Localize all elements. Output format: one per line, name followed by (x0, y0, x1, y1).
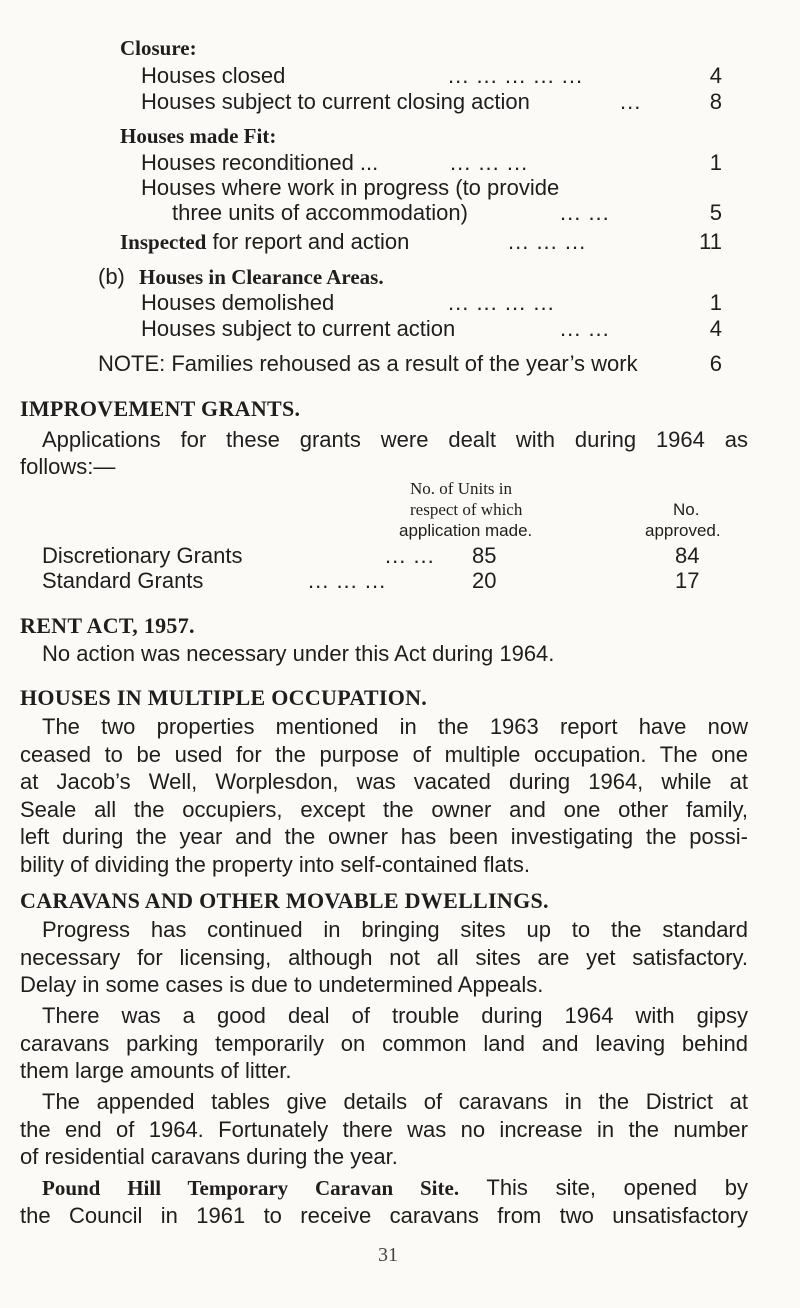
inspected-row (120, 228, 409, 256)
rent-act-heading: RENT ACT, 1957. (20, 613, 195, 638)
paragraph-line: The two properties mentioned in the 1963 report have now (42, 714, 748, 739)
made-fit-row-label: Houses reconditioned ... (141, 150, 379, 175)
grant-approved: 17 (675, 568, 700, 593)
clearance-heading: Houses in Clearance Areas. (139, 265, 384, 289)
dot-leader: ... ... (385, 543, 435, 568)
paragraph-line: Seale all the occupiers, except the owner and one other family, (20, 796, 748, 822)
paragraph-line: necessary for licensing, although not all sites are yet satisfactory. (20, 944, 748, 970)
paragraph-line: the Council in 1961 to receive caravans from two unsatisfactory (20, 1203, 748, 1228)
paragraph-line: at Jacob’s Well, Worplesdon, was vacated during 1964, while at (20, 769, 748, 794)
clearance-row-value: 1 (709, 290, 722, 315)
closure-row-label: Houses subject to current closing action (141, 89, 530, 114)
made-fit-row-label-cont: three units of accommodation) (172, 200, 468, 225)
improvement-intro: Applications for these grants were dealt with during 1964 as (42, 427, 748, 452)
paragraph-line: of residential caravans during the year. (20, 1144, 398, 1169)
clearance-row-label: Houses demolished (141, 290, 335, 315)
column-header-units: respect of which (410, 500, 523, 519)
paragraph-line: Progress has continued in bringing sites up to the standard (42, 917, 748, 942)
paragraph-line: Delay in some cases is due to undetermined Appeals. (20, 972, 544, 997)
paragraph-line: left during the year and the owner has been investigating the possi- (20, 824, 748, 849)
made-fit-heading: Houses made Fit: (120, 124, 277, 148)
improvement-heading: IMPROVEMENT GRANTS. (20, 396, 301, 421)
inspected-bold: Inspected (120, 230, 207, 254)
dot-leader: ... ... ... (308, 568, 387, 593)
caravans-paragraph-2 (20, 1002, 748, 1085)
dot-leader: ... ... ... (450, 150, 529, 175)
improvement-intro-cont: follows:— (20, 454, 116, 479)
paragraph-line: The appended tables give details of caravans in the District at (42, 1089, 748, 1114)
paragraph-line: caravans parking temporarily on common land and leaving behind (20, 1030, 748, 1056)
grant-units-made: 85 (472, 543, 497, 568)
dot-leader: ... ... ... (508, 229, 587, 254)
dot-leader: ... ... (560, 316, 610, 341)
paragraph-line (20, 1174, 748, 1202)
rent-act-text: No action was necessary under this Act during 1964. (42, 641, 555, 666)
clearance-row-value: 4 (709, 316, 722, 341)
note-text: NOTE: Families rehoused as a result of the year’s work (98, 351, 638, 376)
note-value: 6 (709, 351, 722, 376)
column-header-approved: approved. (645, 521, 721, 540)
made-fit-row-label: Houses where work in progress (to provide (141, 175, 560, 200)
dot-leader: ... ... ... ... (448, 290, 555, 315)
made-fit-row-value: 1 (709, 150, 722, 175)
paragraph-line: There was a good deal of trouble during 1964 with gipsy (42, 1003, 748, 1028)
dot-leader: ... ... (560, 200, 610, 225)
clearance-row-label: Houses subject to current action (141, 316, 456, 341)
paragraph-line: bility of dividing the property into self-contained flats. (20, 851, 530, 877)
caravans-paragraph-1 (20, 916, 748, 999)
grant-row-label: Standard Grants (42, 568, 204, 593)
caravans-heading: CARAVANS AND OTHER MOVABLE DWELLINGS. (20, 888, 549, 913)
closure-row-label: Houses closed (141, 63, 286, 88)
column-header-approved: No. (673, 500, 700, 519)
inspected-value: 11 (699, 229, 722, 254)
dot-leader: ... (620, 89, 642, 114)
closure-heading: Closure: (120, 36, 197, 60)
paragraph-line: ceased to be used for the purpose of multiple occupation. The one (20, 741, 748, 767)
column-header-units: application made. (399, 521, 533, 540)
column-header-units: No. of Units in (410, 479, 512, 498)
grant-row-label: Discretionary Grants (42, 543, 243, 568)
caravans-paragraph-3 (20, 1088, 748, 1171)
grant-units-made: 20 (472, 568, 497, 593)
clearance-prefix: (b) (98, 264, 125, 289)
paragraph-text: This site, opened by (486, 1175, 748, 1200)
paragraph-line: them large amounts of litter. (20, 1058, 292, 1083)
closure-row-value: 4 (709, 63, 722, 88)
dot-leader: ... ... ... ... ... (448, 63, 584, 88)
made-fit-row-value: 5 (709, 200, 722, 225)
pound-hill-heading: Pound Hill Temporary Caravan Site. (42, 1176, 460, 1200)
closure-row-value: 8 (709, 89, 722, 114)
paragraph-line: the end of 1964. Fortunately there was no increase in the number (20, 1116, 748, 1142)
grant-approved: 84 (675, 543, 700, 568)
multiple-occupation-heading: HOUSES IN MULTIPLE OCCUPATION. (20, 685, 428, 710)
page-number: 31 (378, 1244, 398, 1266)
multiple-occupation-paragraph (20, 713, 748, 878)
caravans-paragraph-4 (20, 1174, 748, 1230)
inspected-label: for report and action (212, 229, 410, 254)
